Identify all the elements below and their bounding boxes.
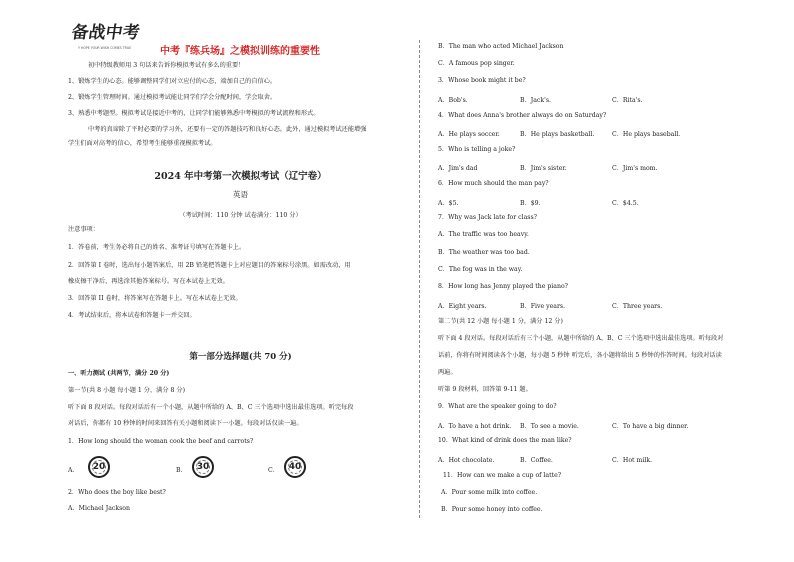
- clock-icon: [88, 456, 110, 478]
- question-8: 8．How long has Jenny played the piano?: [438, 283, 568, 290]
- question-4: 4．What does Anna's brother always do on Saturday?: [438, 112, 607, 119]
- question-6: 6．How much should the man pay?: [438, 180, 549, 187]
- instruction-line: 听下面 4 段对话。每段对话后有三个小题，从题中所给的 A、B、C 三个选项中选出最佳选项。听每段对: [438, 335, 724, 342]
- logo-badge: [70, 16, 152, 54]
- option: C．Jim's mom.: [612, 165, 658, 172]
- option: B．To see a movie.: [520, 423, 579, 430]
- option: A．He plays soccer.: [438, 131, 500, 138]
- header-title: 中考『练兵场』之模拟训练的重要性: [160, 46, 320, 57]
- question-11: 11．How can we make a cup of latte?: [443, 472, 562, 479]
- section-heading: 一、听力测试 (共两节，满分 20 分): [68, 370, 170, 377]
- intro-line: 初中特级教师用 3 句话来告诉你模拟考试有多么的重要！: [88, 62, 245, 69]
- instruction-line: 话前，你将有时间阅读各个小题，每小题 5 秒钟 听完后，各小题将给出 5 秒钟的作答时间。每段对话读: [438, 352, 722, 359]
- option: A．$5.: [438, 200, 459, 207]
- column-divider: [419, 40, 420, 518]
- clock-value: 30: [196, 462, 210, 472]
- exam-title: 2024 年中考第一次模拟考试（辽宁卷）: [154, 171, 327, 182]
- option: B．Coffee.: [520, 457, 553, 464]
- intro-line: 中考的真谛除了平时必要的学习外，还要有一定的答题技巧和良好心态。此外，通过模拟考试还能增强: [88, 126, 367, 133]
- clock-value: 40: [288, 462, 302, 472]
- note-item: 橡皮擦干净后，再选涂其他答案标号。写在本试卷上无效。: [68, 278, 229, 285]
- subsection-heading: 第一节(共 8 小题 每小题 1 分，满分 8 分): [68, 387, 186, 394]
- question-10: 10．What kind of drink does the man like?: [438, 437, 572, 444]
- option: A．Eight years.: [438, 303, 487, 310]
- option: C．Hot milk.: [612, 457, 653, 464]
- option-line: C．The fog was in the way.: [438, 266, 523, 273]
- option: C．$4.5.: [612, 200, 639, 207]
- option: B．He plays basketball.: [520, 131, 595, 138]
- option: B．Jim's sister.: [520, 165, 567, 172]
- option: B．Jack's.: [520, 97, 551, 104]
- option: B．Five years.: [520, 303, 566, 310]
- option: B．$9.: [520, 200, 541, 207]
- option: C．He plays baseball.: [612, 131, 681, 138]
- logo-text: 备战中考: [70, 23, 141, 43]
- instruction-line: 听下面 8 段对话。每段对话后有一个小题，从题中所给的 A、B、C 三个选项中选出最佳选项。听完每段: [68, 404, 354, 411]
- question-1: 1．How long should the woman cook the beef and carrots?: [68, 438, 254, 445]
- logo-tagline: Y HOPE YOUR WISH COMES TRUE: [78, 46, 132, 50]
- question-5: 5．Who is telling a joke?: [438, 146, 516, 153]
- option-line: A．Pour some milk into coffee.: [441, 489, 538, 496]
- intro-line: 1、锻炼学生的心态。能够调整同学们对立应付的心态，端加自己的自信心。: [68, 78, 277, 85]
- option-line: B．The man who acted Michael Jackson: [438, 43, 564, 50]
- note-item: 3．回答第 II 卷时，将答案写在答题卡上。写在本试卷上无效。: [68, 295, 242, 302]
- option: A．Bob's.: [438, 97, 468, 104]
- notes-heading: 注意事项：: [68, 226, 99, 233]
- option: C．To have a big dinner.: [612, 423, 689, 430]
- instruction-line: 对话后，你都有 10 秒钟的时间来回答有关小题和阅读下一小题。每段对话仅读一遍。: [68, 420, 303, 427]
- question-9: 9．What are the speaker going to do?: [438, 403, 557, 410]
- option-line: A．The traffic was too heavy.: [438, 231, 529, 238]
- note-item: 4．考试结束后，将本试卷和答题卡一并交回。: [68, 312, 196, 319]
- option: A．Hot chocolate.: [438, 457, 495, 464]
- question-7: 7．Why was Jack late for class?: [438, 214, 537, 221]
- option-line: B．The weather was too bad.: [438, 249, 530, 256]
- option-label: C．: [268, 467, 279, 474]
- instruction-line: 听第 9 段材料，回答第 9-11 题。: [438, 386, 532, 393]
- option-label: B．: [176, 467, 187, 474]
- question-2: 2．Who does the boy like best?: [68, 489, 166, 496]
- option: A．To have a hot drink.: [438, 423, 512, 430]
- clock-icon: [192, 456, 214, 478]
- option: C．Three years.: [612, 303, 663, 310]
- question-3: 3．Whose book might it be?: [438, 77, 526, 84]
- subsection-heading: 第二节(共 12 小题 每小题 1 分，满分 12 分): [438, 318, 563, 325]
- option: C．Rita's.: [612, 97, 643, 104]
- question-2-option: A．Michael Jackson: [68, 505, 130, 512]
- exam-subject: 英语: [233, 190, 248, 199]
- instruction-line: 两遍。: [438, 369, 457, 376]
- option-label: A．: [68, 467, 79, 474]
- note-item: 2．回答第 I 卷时，选出每小题答案后，用 2B 铅笔把答题卡上对应题目的答案标号涂黑。如需改动，用: [68, 262, 351, 269]
- q1-options: [68, 456, 348, 482]
- clock-icon: [284, 456, 306, 478]
- clock-value: 20: [92, 462, 106, 472]
- intro-line: 学生们面对高考的信心，希望考生能够重视模拟考试。: [68, 140, 217, 147]
- note-item: 1．答卷前，考生务必将自己的姓名、准考证号填写在答题卡上。: [68, 244, 246, 251]
- option: A．Jim's dad: [438, 165, 478, 172]
- part-title: 第一部分选择题(共 70 分): [189, 352, 292, 362]
- exam-time-info: （考试时间：110 分钟 试卷满分：110 分）: [179, 212, 302, 219]
- option-line: B．Pour some honey into coffee.: [441, 506, 543, 513]
- option-line: C．A famous pop singer.: [438, 60, 515, 67]
- intro-line: 2、锻炼学生管理时间。通过模拟考试能让同学们学会分配时间，学会取舍。: [68, 94, 277, 101]
- intro-line: 3、熟悉中考题型。模拟考试是接近中考的，让同学们能够熟悉中考模拟的考试流程和形式。: [68, 110, 320, 117]
